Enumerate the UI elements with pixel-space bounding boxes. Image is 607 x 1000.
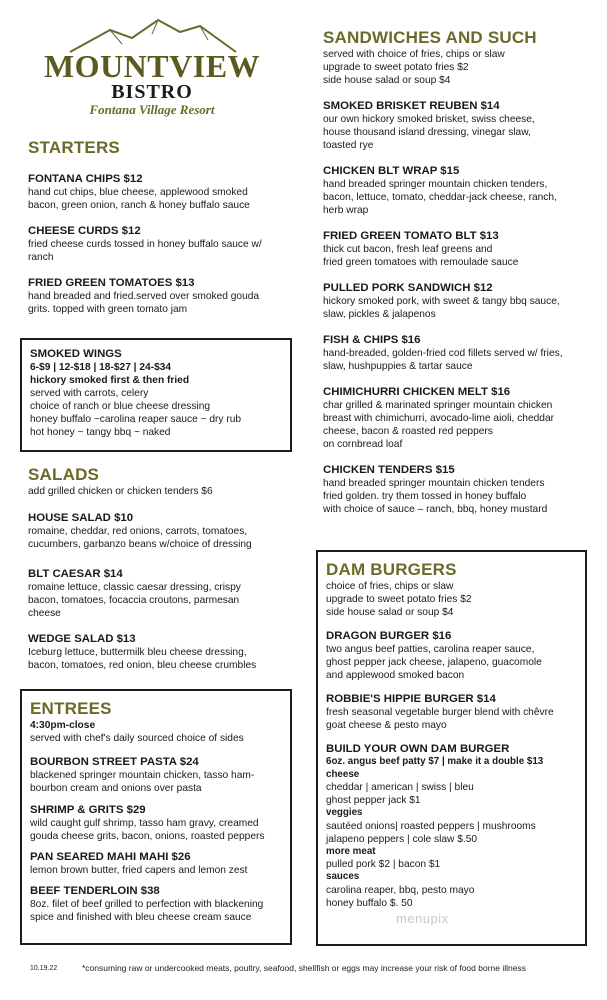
item-desc: bourbon cream and onions over pasta <box>30 783 202 794</box>
item-desc: fried green tomatoes with remoulade sauce <box>323 257 519 268</box>
item-desc: grits. topped with green tomato jam <box>28 304 188 315</box>
item-desc: lemon brown butter, fried capers and lemon zest <box>30 865 248 876</box>
item-desc: breast with chimichurri, avocado-lime aioli, cheddar <box>323 413 555 424</box>
item-desc: spice and finished with bleu cheese cream sauce <box>30 912 252 923</box>
menu-item <box>28 172 290 212</box>
item-desc: cheese, bacon & roasted red peppers <box>323 426 493 437</box>
item-desc: house thousand island dressing, vinegar slaw, <box>323 127 531 138</box>
byo-sauces-head: sauces <box>326 871 360 882</box>
item-name: FONTANA CHIPS $12 <box>28 173 143 185</box>
item-desc: hand-breaded, golden-fried cod fillets served w/ fries, <box>323 348 563 359</box>
byo-burger <box>326 742 577 910</box>
item-desc: bacon, lettuce, tomato, cheddar-jack cheese, ranch, <box>323 192 557 203</box>
footer-note: *consuming raw or undercooked meats, poultry, seafood, shellfish or eggs may increase your risk of food borne illness <box>82 963 526 973</box>
menu-item <box>30 755 282 795</box>
item-name: PULLED PORK SANDWICH $12 <box>323 282 493 294</box>
item-desc: Iceburg lettuce, buttermilk bleu cheese dressing, <box>28 647 247 658</box>
item-desc: herb wrap <box>323 205 369 216</box>
menu-item <box>28 276 290 316</box>
item-desc: jalapeno peppers | cole slaw $.50 <box>326 833 478 845</box>
item-desc: two angus beef patties, carolina reaper sauce, <box>326 644 535 655</box>
item-desc: cheese <box>28 608 61 619</box>
menu-item <box>28 567 290 620</box>
item-desc: served with carrots, celery <box>30 388 149 399</box>
byo-veggies-head: veggies <box>326 807 363 818</box>
logo-subtitle: BISTRO <box>111 81 193 103</box>
item-name: BUILD YOUR OWN DAM BURGER <box>326 743 510 755</box>
menu-item <box>323 99 585 152</box>
item-name: FRIED GREEN TOMATO BLT $13 <box>323 230 499 242</box>
salads-section <box>28 465 290 672</box>
item-desc: choice of ranch or blue cheese dressing <box>30 401 211 412</box>
item-desc: bacon, tomatoes, red onion, bleu cheese crumbles <box>28 660 257 671</box>
item-name: WEDGE SALAD $13 <box>28 633 136 645</box>
menu-item <box>28 511 290 551</box>
watermark: menupix <box>396 911 449 926</box>
byo-cheese-head: cheese <box>326 768 360 780</box>
item-desc: honey buffalo ~carolina reaper sauce ~ dry rub <box>30 414 242 425</box>
sandwiches-note: served with choice of fries, chips or slaw <box>323 49 505 60</box>
item-desc: hand breaded springer mountain chicken tenders <box>323 478 545 489</box>
burgers-note: side house salad or soup $4 <box>326 607 454 618</box>
starters-title: STARTERS <box>28 138 120 157</box>
item-name: DRAGON BURGER $16 <box>326 630 452 642</box>
item-desc: honey buffalo $. 50 <box>326 897 413 909</box>
item-desc: hand cut chips, blue cheese, applewood smoked <box>28 187 248 198</box>
logo-title: MOUNTVIEW <box>43 48 261 84</box>
menu-item <box>30 884 282 924</box>
burgers-note: upgrade to sweet potato fries $2 <box>326 594 472 605</box>
item-desc: romaine, cheddar, red onions, carrots, tomatoes, <box>28 526 248 537</box>
item-desc: with choice of sauce – ranch, bbq, honey mustard <box>323 504 548 515</box>
item-name: CHICKEN TENDERS $15 <box>323 464 455 476</box>
mountain-icon <box>40 14 264 54</box>
item-name: HOUSE SALAD $10 <box>28 512 134 524</box>
item-desc: hand breaded and fried.served over smoked gouda <box>28 291 260 302</box>
item-name: PAN SEARED MAHI MAHI $26 <box>30 851 191 863</box>
item-desc: cheddar | american | swiss | bleu <box>326 782 474 793</box>
menu-item <box>323 164 585 217</box>
item-desc: blackened springer mountain chicken, tasso ham- <box>30 770 255 781</box>
item-desc: slaw, hushpuppies & tartar sauce <box>323 361 473 372</box>
item-desc: wild caught gulf shrimp, tasso ham gravy, creamed <box>30 818 259 829</box>
item-name: CHICKEN BLT WRAP $15 <box>323 165 460 177</box>
byo-base: 6oz. angus beef patty $7 | make it a double $13 <box>326 756 544 767</box>
item-desc: romaine lettuce, classic caesar dressing, crispy <box>28 582 241 593</box>
logo-resort: Fontana Village Resort <box>89 102 215 117</box>
item-desc: ranch <box>28 252 54 263</box>
bistro-logo <box>40 14 264 126</box>
entrees-note: served with chef's daily sourced choice of sides <box>30 733 244 744</box>
item-name: FISH & CHIPS $16 <box>323 334 421 346</box>
sandwiches-note: upgrade to sweet potato fries $2 <box>323 62 469 73</box>
item-name: CHEESE CURDS $12 <box>28 225 141 237</box>
item-name: ROBBIE'S HIPPIE BURGER $14 <box>326 693 496 705</box>
item-desc: ghost pepper jack cheese, jalapeno, guacomole <box>326 657 542 668</box>
item-desc: sautéed onions| roasted peppers | mushrooms <box>326 820 536 832</box>
item-name: CHIMICHURRI CHICKEN MELT $16 <box>323 386 511 398</box>
item-desc: carolina reaper, bbq, pesto mayo <box>326 884 475 896</box>
wings-highlight: hickory smoked first & then fried <box>30 375 190 386</box>
item-desc: fresh seasonal vegetable burger blend with chêvre <box>326 707 554 718</box>
item-name: SHRIMP & GRITS $29 <box>30 804 146 816</box>
menu-item <box>323 463 585 516</box>
item-name: FRIED GREEN TOMATOES $13 <box>28 277 195 289</box>
item-name: SMOKED BRISKET REUBEN $14 <box>323 100 500 112</box>
salads-title: SALADS <box>28 465 100 484</box>
smoked-wings-box <box>20 338 292 452</box>
menu-item <box>326 629 577 682</box>
item-name: BEEF TENDERLOIN $38 <box>30 885 160 897</box>
salads-note: add grilled chicken or chicken tenders $6 <box>28 486 213 497</box>
wings-prices: 6-$9 | 12-$18 | 18-$27 | 24-$34 <box>30 362 172 373</box>
item-desc: char grilled & marinated springer mountain chicken <box>323 400 553 411</box>
item-name: SMOKED WINGS <box>30 348 122 360</box>
item-desc: bacon, tomatoes, focaccia croutons, parmesan <box>28 595 240 606</box>
item-desc: bacon, green onion, ranch & honey buffalo sauce <box>28 200 250 211</box>
item-desc: gouda cheese grits, bacon, onions, roasted peppers <box>30 831 265 842</box>
item-desc: cucumbers, garbanzo beans w/choice of dressing <box>28 539 252 550</box>
menu-item <box>28 632 290 672</box>
dam-burgers-box <box>316 550 587 946</box>
starters-section <box>28 138 290 316</box>
item-desc: fried golden. try them tossed in honey buffalo <box>323 491 527 502</box>
burgers-title: DAM BURGERS <box>326 560 457 579</box>
byo-meat-head: more meat <box>326 845 376 857</box>
footer-date: 10.19.22 <box>30 965 58 972</box>
item-desc: and applewood smoked bacon <box>326 670 465 681</box>
menu-item <box>28 224 290 264</box>
entrees-box <box>20 689 292 945</box>
entrees-time: 4:30pm-close <box>30 720 96 731</box>
item-desc: our own hickory smoked brisket, swiss cheese, <box>323 114 535 125</box>
item-desc: ghost pepper jack $1 <box>326 795 421 806</box>
menu-item <box>323 385 585 451</box>
item-desc: hot honey ~ tangy bbq ~ naked <box>30 427 171 438</box>
item-name: BOURBON STREET PASTA $24 <box>30 756 199 768</box>
sandwiches-section <box>323 28 585 516</box>
item-desc: hickory smoked pork, with sweet & tangy bbq sauce, <box>323 296 560 307</box>
item-name: BLT CAESAR $14 <box>28 568 123 580</box>
item-desc: 8oz. filet of beef grilled to perfection with blackening <box>30 899 264 910</box>
item-desc: toasted rye <box>323 140 374 151</box>
menu-item <box>323 229 585 269</box>
item-desc: pulled pork $2 | bacon $1 <box>326 859 441 870</box>
menu-item <box>326 692 577 732</box>
entrees-title: ENTREES <box>30 699 112 718</box>
item-desc: thick cut bacon, fresh leaf greens and <box>323 244 493 255</box>
burgers-note: choice of fries, chips or slaw <box>326 581 454 592</box>
item-desc: on cornbread loaf <box>323 439 403 450</box>
item-desc: hand breaded springer mountain chicken tenders, <box>323 179 548 190</box>
menu-item <box>323 333 585 373</box>
menu-item <box>323 281 585 321</box>
item-desc: fried cheese curds tossed in honey buffalo sauce w/ <box>28 239 262 250</box>
menu-item <box>30 850 282 877</box>
sandwiches-note: side house salad or soup $4 <box>323 75 451 86</box>
sandwiches-title: SANDWICHES AND SUCH <box>323 28 537 47</box>
item-desc: goat cheese & pesto mayo <box>326 720 447 731</box>
item-desc: slaw, pickles & jalapenos <box>323 309 436 320</box>
menu-item <box>30 803 282 843</box>
